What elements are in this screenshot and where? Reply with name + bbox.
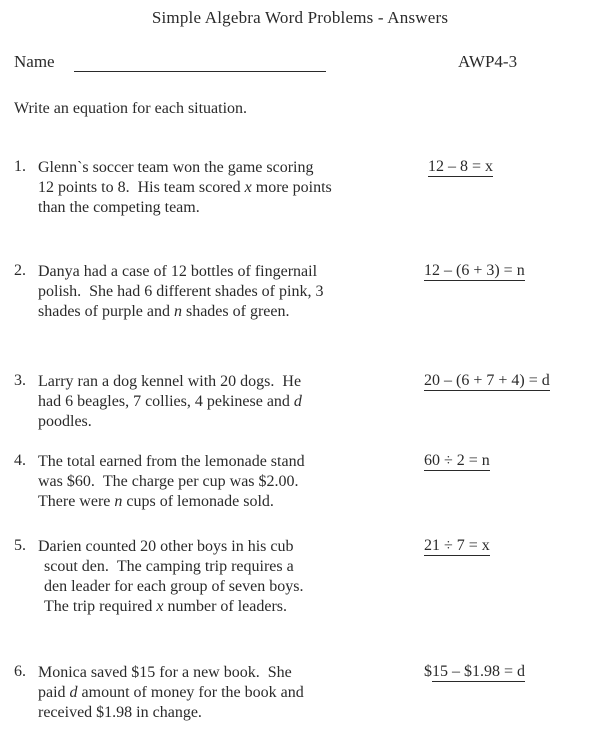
problem-answer (424, 262, 525, 280)
problem-number: 4. (14, 452, 26, 469)
problem-number: 5. (14, 537, 26, 554)
problem-text-line: Darien counted 20 other boys in his cub (38, 538, 294, 555)
problem-answer (424, 372, 550, 390)
answer-equation: 20 – (6 + 7 + 4) = d (424, 372, 550, 389)
problem-text-line: scout den. The camping trip requires a (44, 558, 294, 575)
problem-number: 2. (14, 262, 26, 279)
problem-text-line: paid d amount of money for the book and (38, 684, 304, 701)
problem-text-line: 12 points to 8. His team scored x more points (38, 179, 332, 196)
problem-answer (428, 158, 493, 176)
problem-text-line: Danya had a case of 12 bottles of fingernail (38, 263, 318, 280)
answer-equation: 60 ÷ 2 = n (424, 452, 490, 469)
problem-answer (424, 663, 525, 681)
problem-text (38, 452, 418, 512)
problem-number: 3. (14, 372, 26, 389)
instruction-text: Write an equation for each situation. (14, 100, 248, 117)
answer-prefix: $ (424, 663, 432, 680)
worksheet-code-label: AWP4-3 (458, 52, 518, 71)
problem-text (38, 537, 418, 617)
answer-equation: 12 – (6 + 3) = n (424, 262, 525, 279)
problem-text-line: poodles. (38, 413, 92, 430)
problem-text-line: There were n cups of lemonade sold. (38, 493, 274, 510)
problem-text-line: The total earned from the lemonade stand (38, 453, 305, 470)
problem-text-line: polish. She had 6 different shades of pink, 3 (38, 283, 324, 300)
problem-text (38, 663, 418, 723)
problem-text (38, 262, 418, 322)
answer-equation: 12 – 8 = x (428, 158, 494, 175)
problem-text (38, 372, 418, 432)
problem-answer (424, 452, 490, 470)
answer-equation: 15 – $1.98 = d (432, 663, 526, 680)
problem-text-line: den leader for each group of seven boys. (44, 578, 304, 595)
problem-text-line: Glenn`s soccer team won the game scoring (38, 159, 314, 176)
problem-text-line: Larry ran a dog kennel with 20 dogs. He (38, 373, 302, 390)
problem-text-line: Monica saved $15 for a new book. She (38, 664, 292, 681)
problem-text-line: received $1.98 in change. (38, 704, 202, 721)
problem-number: 6. (14, 663, 26, 680)
problem-text-line: was $60. The charge per cup was $2.00. (38, 473, 299, 490)
problem-text-line: had 6 beagles, 7 collies, 4 pekinese and d (38, 393, 302, 410)
name-blank-line[interactable] (74, 71, 326, 72)
answer-equation: 21 ÷ 7 = x (424, 537, 490, 554)
problem-text (38, 158, 418, 218)
problem-answer (424, 537, 490, 555)
page-title: Simple Algebra Word Problems - Answers (151, 8, 449, 27)
name-row (14, 52, 586, 76)
problem-text-line: than the competing team. (38, 199, 200, 216)
problem-number: 1. (14, 158, 26, 175)
problem-text-line: shades of purple and n shades of green. (38, 303, 290, 320)
problem-text-line: The trip required x number of leaders. (44, 598, 288, 615)
name-label: Name (14, 52, 55, 71)
